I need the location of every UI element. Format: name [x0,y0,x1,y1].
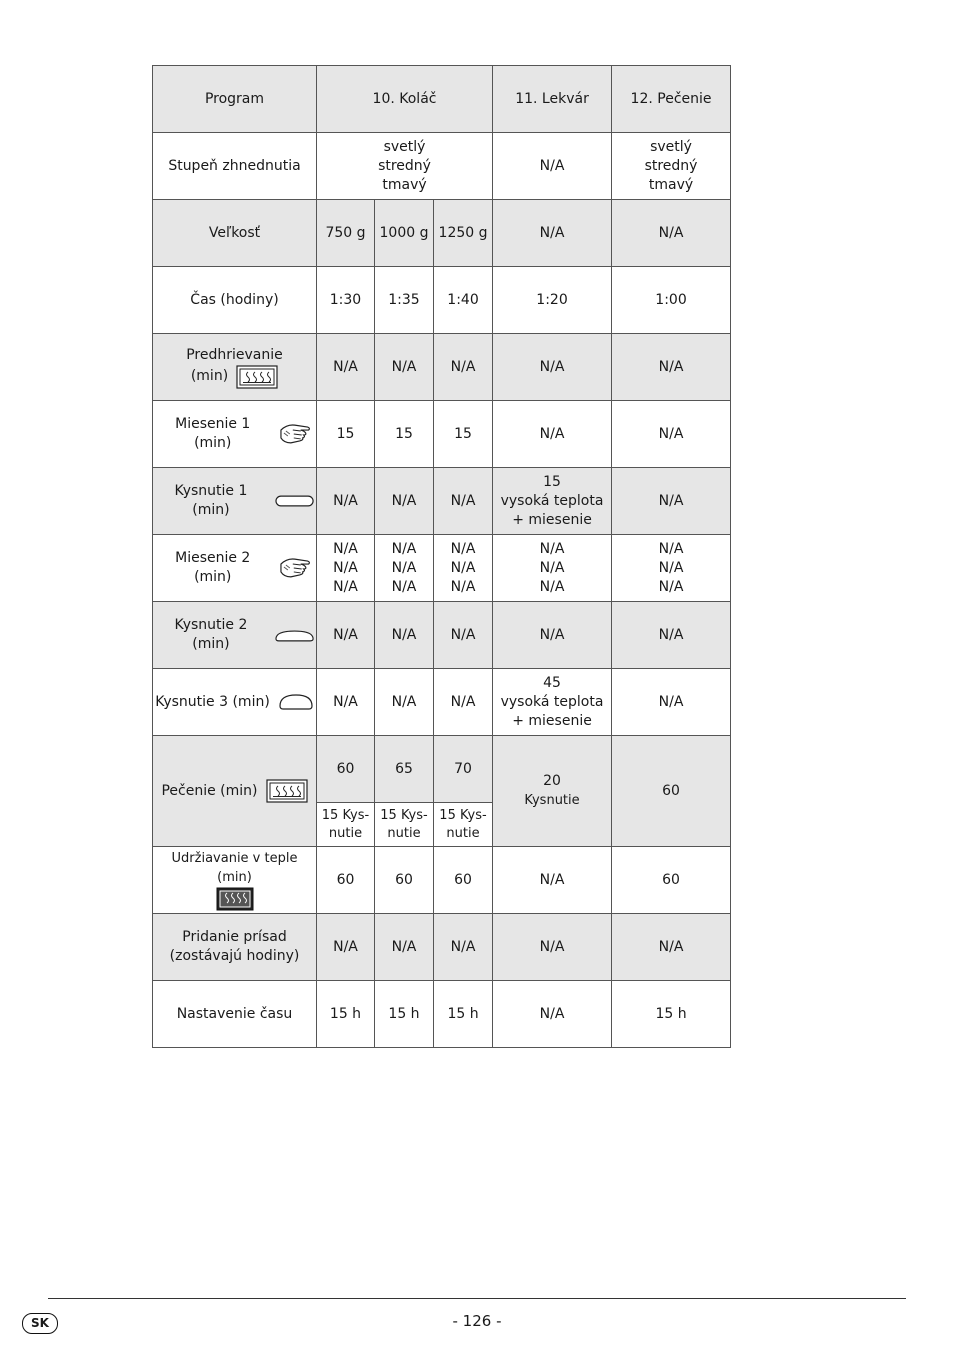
table-cell: N/A [612,468,731,535]
table-cell: N/A [375,914,434,981]
kneading-hand-icon [278,421,314,447]
knead2-row [153,535,731,602]
table-cell: N/A [317,334,375,401]
knead1-row [153,401,731,468]
kneading-hand-icon [278,555,314,581]
table-cell: N/A [493,200,612,267]
program-table [152,65,731,1048]
bake-heater-icon [266,779,308,803]
page-number: - 126 - [452,1312,502,1330]
preheat-row [153,334,731,401]
table-cell: 15 Kys- nutie [375,803,434,847]
table-cell: N/A N/A N/A [375,535,434,602]
bake-row [153,736,731,803]
table-cell: 1000 g [375,200,434,267]
knead1-label: Miesenie 1 (min) [153,401,317,468]
keepwarm-label: Udržiavanie v teple (min) [153,847,317,914]
rising-dough-icon [275,627,314,643]
table-cell: N/A [434,669,493,736]
table-cell: 1:35 [375,267,434,334]
rise1-p11: 15 vysoká teplota + miesenie [493,468,612,535]
keep-warm-icon [216,887,254,911]
table-cell: N/A [317,914,375,981]
rise3-p11: 45 vysoká teplota + miesenie [493,669,612,736]
flat-dough-icon [275,493,314,509]
table-cell: N/A [612,914,731,981]
rise1-row [153,468,731,535]
table-cell: 60 [375,847,434,914]
bake-p11: 20 Kysnutie [493,736,612,847]
table-cell: N/A [375,602,434,669]
table-cell: 15 Kys- nutie [434,803,493,847]
table-cell: 60 [317,847,375,914]
browning-label: Stupeň zhnednutia [153,133,317,200]
table-cell: N/A [375,468,434,535]
timer-row [153,981,731,1048]
preheat-label: Predhrievanie (min) [153,334,317,401]
footer-divider [48,1298,906,1299]
table-cell: 1:00 [612,267,731,334]
timer-label: Nastavenie času [153,981,317,1048]
rise3-row [153,669,731,736]
table-cell: N/A [317,468,375,535]
table-cell: N/A [612,401,731,468]
header-program-11: 11. Lekvár [493,66,612,133]
table-cell: 15 h [317,981,375,1048]
table-cell: 15 [434,401,493,468]
rise2-row [153,602,731,669]
table-cell: N/A [612,334,731,401]
table-cell: 15 h [434,981,493,1048]
rise3-label: Kysnutie 3 (min) [153,669,317,736]
table-cell: N/A [317,602,375,669]
table-cell: N/A [375,669,434,736]
rise2-label: Kysnutie 2 (min) [153,602,317,669]
table-cell: 60 [317,736,375,803]
table-cell: 750 g [317,200,375,267]
table-cell: 15 h [612,981,731,1048]
table-cell: 1:30 [317,267,375,334]
time-row [153,267,731,334]
table-cell: 70 [434,736,493,803]
time-label: Čas (hodiny) [153,267,317,334]
preheat-heater-icon [236,365,278,389]
header-program-10: 10. Koláč [317,66,493,133]
header-program-12: 12. Pečenie [612,66,731,133]
ingredients-label: Pridanie prísad (zostávajú hodiny) [153,914,317,981]
table-cell: N/A [434,914,493,981]
language-badge: SK [22,1313,58,1334]
browning-p12: svetlý stredný tmavý [612,133,731,200]
rise1-label: Kysnutie 1 (min) [153,468,317,535]
table-cell: N/A N/A N/A [434,535,493,602]
browning-row [153,133,731,200]
browning-p10: svetlý stredný tmavý [317,133,493,200]
table-cell: 15 Kys- nutie [317,803,375,847]
browning-p11: N/A [493,133,612,200]
table-cell: 1:20 [493,267,612,334]
table-cell: N/A N/A N/A [317,535,375,602]
table-cell: 65 [375,736,434,803]
table-cell: N/A N/A N/A [493,535,612,602]
table-cell: 60 [434,847,493,914]
table-cell: N/A [493,602,612,669]
table-cell: 60 [612,847,731,914]
table-cell: N/A [375,334,434,401]
table-cell: 15 h [375,981,434,1048]
table-cell: N/A [434,468,493,535]
table-cell: N/A [434,602,493,669]
table-cell: N/A [612,669,731,736]
table-cell: 60 [612,736,731,847]
table-cell: N/A [493,847,612,914]
knead2-label: Miesenie 2 (min) [153,535,317,602]
table-cell: 15 [375,401,434,468]
table-cell: N/A [493,334,612,401]
size-row [153,200,731,267]
table-cell: N/A [493,981,612,1048]
keepwarm-row [153,847,731,914]
table-cell: N/A [612,602,731,669]
header-row [153,66,731,133]
table-cell: N/A [434,334,493,401]
table-cell: N/A [493,914,612,981]
table-cell: 1250 g [434,200,493,267]
risen-dough-icon [278,693,314,711]
table-cell: N/A [317,669,375,736]
header-label: Program [153,66,317,133]
table-cell: 1:40 [434,267,493,334]
table-cell: N/A [493,401,612,468]
ingredients-row [153,914,731,981]
table-cell: N/A [612,200,731,267]
table-cell: 15 [317,401,375,468]
bake-label: Pečenie (min) [153,736,317,847]
size-label: Veľkosť [153,200,317,267]
table-cell: N/A N/A N/A [612,535,731,602]
